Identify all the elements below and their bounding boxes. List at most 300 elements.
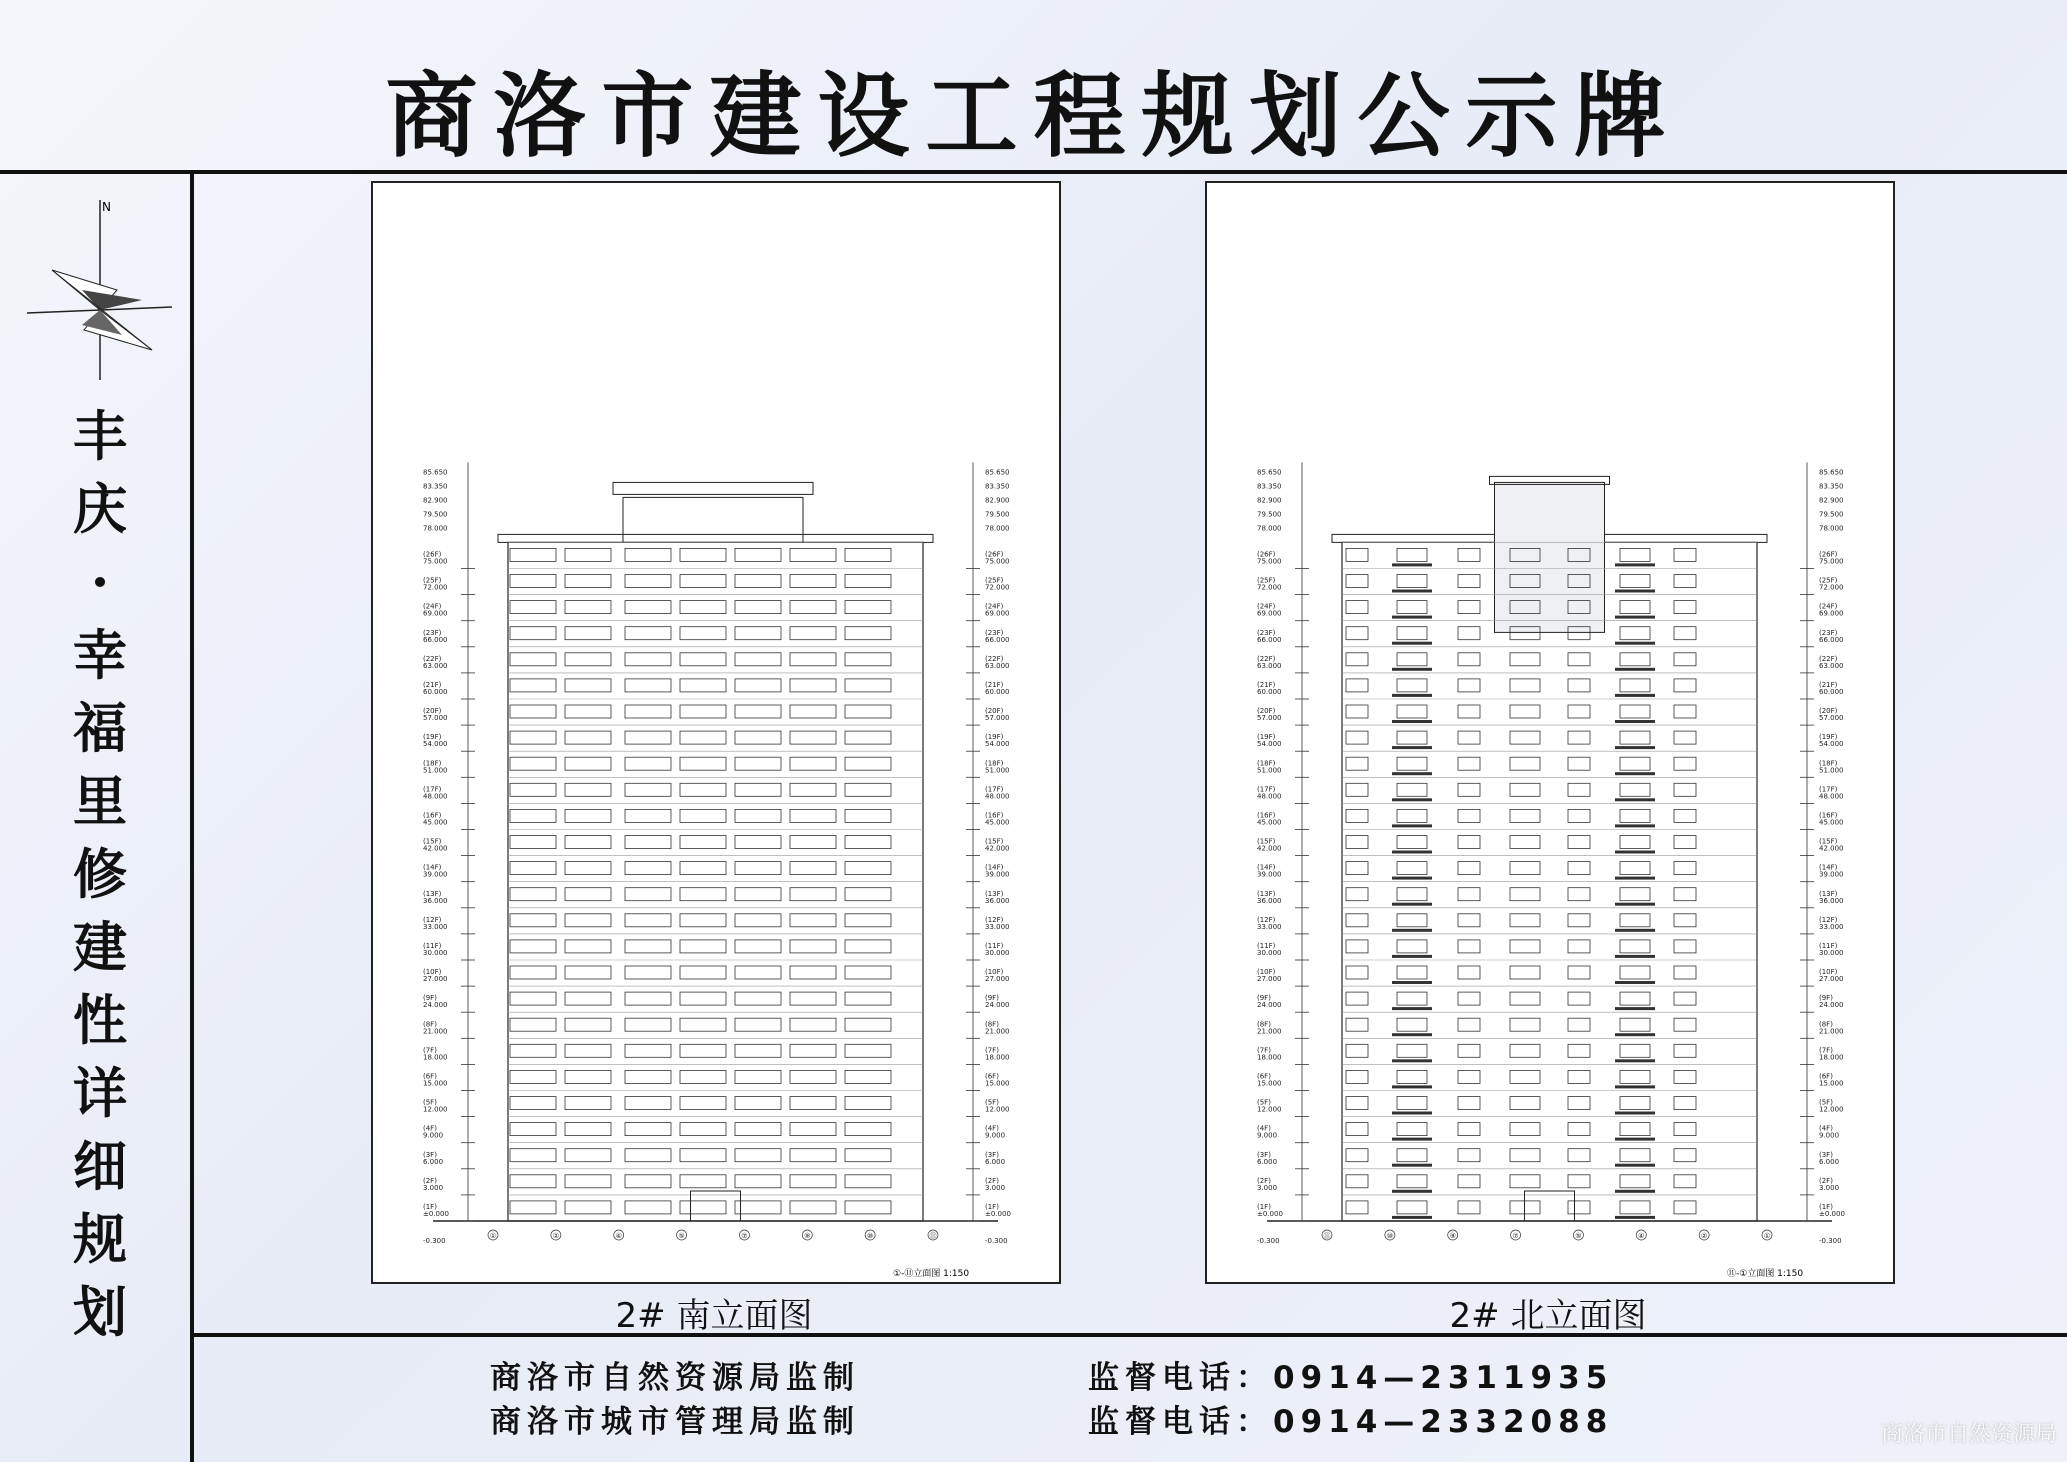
- axis-label: ⑪: [1323, 1232, 1331, 1240]
- elevation-label: 6.000: [985, 1157, 1006, 1166]
- window: [1346, 575, 1368, 588]
- axis-label: ⑤: [1575, 1232, 1582, 1240]
- elevation-label: 72.000: [1257, 583, 1282, 592]
- window: [845, 1044, 891, 1057]
- floor-label: (13F): [1257, 889, 1276, 898]
- balcony-rail: [1615, 824, 1655, 827]
- floor-label: (4F): [423, 1124, 437, 1133]
- window: [1568, 966, 1590, 979]
- window: [790, 731, 836, 744]
- window: [565, 601, 611, 614]
- balcony-rail: [1615, 694, 1655, 697]
- elevation-label: 27.000: [1257, 975, 1282, 984]
- elevation-label: 66.000: [1819, 635, 1844, 644]
- window: [1458, 679, 1480, 692]
- window: [1510, 888, 1540, 901]
- window: [735, 627, 781, 640]
- window: [1674, 1149, 1696, 1162]
- elevation-label: 27.000: [423, 975, 448, 984]
- floor-label: (25F): [985, 576, 1004, 585]
- window: [1674, 914, 1696, 927]
- floor-label: (7F): [423, 1046, 437, 1055]
- window: [565, 809, 611, 822]
- window: [735, 914, 781, 927]
- balcony-rail: [1392, 563, 1432, 566]
- elevation-label: 48.000: [423, 792, 448, 801]
- window: [1397, 1123, 1427, 1136]
- window: [1620, 731, 1650, 744]
- axis-label: ⑩: [1386, 1232, 1393, 1240]
- window: [790, 1044, 836, 1057]
- elevation-label: 15.000: [1257, 1079, 1282, 1088]
- window: [1397, 575, 1427, 588]
- window: [790, 1123, 836, 1136]
- window: [625, 809, 671, 822]
- window: [565, 627, 611, 640]
- elevation-label: 51.000: [985, 766, 1010, 775]
- window: [680, 757, 726, 770]
- balcony-rail: [1615, 1085, 1655, 1088]
- window: [1458, 1044, 1480, 1057]
- window: [845, 992, 891, 1005]
- window: [1346, 627, 1368, 640]
- window: [1346, 679, 1368, 692]
- window: [790, 705, 836, 718]
- elevation-label: 51.000: [423, 766, 448, 775]
- window: [735, 966, 781, 979]
- elevation-label: 6.000: [423, 1157, 444, 1166]
- window: [735, 1044, 781, 1057]
- window: [680, 1070, 726, 1083]
- elevation-label: 45.000: [985, 818, 1010, 827]
- south-elevation-caption: 2# 南立面图: [615, 1296, 813, 1336]
- window: [565, 783, 611, 796]
- window: [510, 966, 556, 979]
- elevation-label: 15.000: [985, 1079, 1010, 1088]
- window: [1397, 548, 1427, 561]
- roof-tower: [623, 497, 803, 542]
- elevation-label: 3.000: [1819, 1183, 1840, 1192]
- window: [680, 679, 726, 692]
- floor-label: (13F): [423, 889, 442, 898]
- floor-label: (21F): [985, 681, 1004, 689]
- window: [625, 1097, 671, 1110]
- elevation-label: 18.000: [985, 1053, 1010, 1062]
- floor-label: (19F): [985, 733, 1004, 742]
- window: [680, 1097, 726, 1110]
- window: [1346, 731, 1368, 744]
- floor-label: (22F): [1257, 654, 1276, 663]
- floor-label: (14F): [985, 863, 1004, 872]
- window: [565, 1123, 611, 1136]
- elevation-label: 15.000: [423, 1079, 448, 1088]
- window: [1397, 862, 1427, 875]
- window: [1397, 809, 1427, 822]
- window: [680, 836, 726, 849]
- elevation-label: 39.000: [985, 870, 1010, 879]
- window: [1620, 783, 1650, 796]
- window: [1397, 1070, 1427, 1083]
- window: [790, 653, 836, 666]
- window: [625, 731, 671, 744]
- window: [510, 1149, 556, 1162]
- floor-label: (18F): [1819, 759, 1838, 768]
- window: [625, 992, 671, 1005]
- window: [1458, 1018, 1480, 1031]
- window: [845, 705, 891, 718]
- window: [845, 966, 891, 979]
- top-elevation-label: 82.900: [1257, 496, 1282, 505]
- elevation-label: 36.000: [985, 896, 1010, 905]
- window: [790, 914, 836, 927]
- window: [625, 1018, 671, 1031]
- window: [1674, 992, 1696, 1005]
- window: [1510, 940, 1540, 953]
- window: [1510, 1070, 1540, 1083]
- balcony-rail: [1392, 903, 1432, 906]
- window: [1346, 836, 1368, 849]
- top-elevation-label: 85.650: [423, 468, 448, 477]
- top-elevation-label: 83.350: [985, 482, 1010, 491]
- elevation-label: 36.000: [423, 896, 448, 905]
- balcony-rail: [1392, 668, 1432, 671]
- window: [735, 601, 781, 614]
- elevation-label: 54.000: [423, 740, 448, 749]
- window: [790, 1201, 836, 1214]
- floor-label: (22F): [985, 654, 1004, 663]
- window: [790, 940, 836, 953]
- window: [510, 809, 556, 822]
- floor-label: (18F): [985, 759, 1004, 768]
- window: [1674, 1123, 1696, 1136]
- window: [1397, 783, 1427, 796]
- window: [1620, 757, 1650, 770]
- floor-label: (15F): [423, 837, 442, 846]
- elevation-label: 24.000: [985, 1001, 1010, 1010]
- elevation-label: 42.000: [1257, 844, 1282, 853]
- elevation-label: 42.000: [423, 844, 448, 853]
- window: [845, 862, 891, 875]
- axis-label: ①: [1763, 1232, 1771, 1240]
- entrance: [691, 1191, 741, 1221]
- elevation-label: 72.000: [423, 583, 448, 592]
- window: [1674, 731, 1696, 744]
- window: [565, 966, 611, 979]
- floor-label: (15F): [1819, 837, 1838, 846]
- window: [1620, 1175, 1650, 1188]
- window: [1346, 601, 1368, 614]
- floor-label: (6F): [423, 1072, 437, 1081]
- window: [1674, 783, 1696, 796]
- window: [565, 992, 611, 1005]
- elevation-label: 75.000: [1819, 557, 1844, 566]
- window: [680, 653, 726, 666]
- window: [1346, 992, 1368, 1005]
- window: [735, 575, 781, 588]
- floor-label: (23F): [423, 628, 442, 637]
- balcony-rail: [1615, 590, 1655, 593]
- elevation-label: 54.000: [1257, 740, 1282, 749]
- window: [1620, 914, 1650, 927]
- elevation-label: 45.000: [1819, 818, 1844, 827]
- balcony-rail: [1392, 642, 1432, 645]
- window: [625, 888, 671, 901]
- window: [1674, 836, 1696, 849]
- window: [1674, 888, 1696, 901]
- floor-label: (18F): [423, 759, 442, 768]
- top-elevation-label: 79.500: [1819, 510, 1844, 519]
- window: [1346, 548, 1368, 561]
- window: [1568, 914, 1590, 927]
- elevation-label: 24.000: [1819, 1001, 1844, 1010]
- header-divider: [0, 170, 2067, 174]
- hotline-1: 监督电话：0914—2311935: [1088, 1360, 1614, 1396]
- elevation-label: 57.000: [1257, 714, 1282, 723]
- window: [1346, 1097, 1368, 1110]
- elevation-label: 60.000: [423, 688, 448, 696]
- elevation-label: 9.000: [1819, 1131, 1840, 1140]
- floor-label: (26F): [1257, 550, 1276, 559]
- window: [735, 1201, 781, 1214]
- window: [680, 992, 726, 1005]
- window: [1620, 862, 1650, 875]
- window: [565, 1044, 611, 1057]
- window: [845, 1070, 891, 1083]
- floor-label: (13F): [1819, 889, 1838, 898]
- north-elevation-drawing: [1205, 181, 1895, 1284]
- window: [1458, 1175, 1480, 1188]
- elevation-label: 30.000: [1819, 949, 1844, 957]
- balcony-rail: [1392, 1216, 1432, 1219]
- window: [1568, 1175, 1590, 1188]
- window: [510, 862, 556, 875]
- window: [1620, 653, 1650, 666]
- window: [1458, 862, 1480, 875]
- window: [680, 862, 726, 875]
- balcony-rail: [1392, 1112, 1432, 1115]
- elevation-label: 18.000: [1257, 1053, 1282, 1062]
- elevation-label: 12.000: [985, 1105, 1010, 1114]
- window: [845, 653, 891, 666]
- window: [680, 809, 726, 822]
- window: [845, 1201, 891, 1214]
- window: [1458, 1097, 1480, 1110]
- window: [845, 679, 891, 692]
- elevation-label: 60.000: [1819, 688, 1844, 696]
- floor-label: (12F): [985, 915, 1004, 924]
- window: [1568, 1201, 1590, 1214]
- floor-label: (1F): [423, 1203, 437, 1211]
- floor-label: (17F): [1257, 785, 1276, 794]
- side-divider: [190, 172, 194, 1462]
- window: [680, 1018, 726, 1031]
- balcony-rail: [1615, 877, 1655, 880]
- window: [625, 1123, 671, 1136]
- top-elevation-label: 82.900: [985, 496, 1010, 505]
- window: [510, 783, 556, 796]
- elevation-label: 33.000: [1257, 922, 1282, 931]
- floor-label: (21F): [1819, 681, 1838, 689]
- window: [565, 940, 611, 953]
- window: [1674, 757, 1696, 770]
- balcony-rail: [1615, 616, 1655, 619]
- window: [1568, 653, 1590, 666]
- elevation-label: 24.000: [423, 1001, 448, 1010]
- balcony-rail: [1392, 851, 1432, 854]
- window: [510, 575, 556, 588]
- window: [1568, 862, 1590, 875]
- elevation-label: ±0.000: [1257, 1210, 1283, 1218]
- floor-label: (12F): [1819, 915, 1838, 924]
- floor-label: (11F): [1819, 942, 1838, 950]
- window: [1346, 966, 1368, 979]
- window: [510, 627, 556, 640]
- floor-label: (4F): [1257, 1124, 1271, 1133]
- floor-label: (23F): [985, 628, 1004, 637]
- balcony-rail: [1615, 1138, 1655, 1141]
- balcony-rail: [1392, 1085, 1432, 1088]
- window: [1397, 705, 1427, 718]
- balcony-rail: [1615, 1216, 1655, 1219]
- window: [565, 575, 611, 588]
- balcony-rail: [1392, 981, 1432, 984]
- window: [735, 783, 781, 796]
- window: [680, 1175, 726, 1188]
- window: [625, 705, 671, 718]
- window: [1620, 1123, 1650, 1136]
- window: [1458, 809, 1480, 822]
- elevation-label: 12.000: [1819, 1105, 1844, 1114]
- window: [510, 1097, 556, 1110]
- window: [1568, 992, 1590, 1005]
- top-elevation-label: 83.350: [1257, 482, 1282, 491]
- svg-text:N: N: [102, 200, 111, 214]
- elevation-label: ±0.000: [423, 1210, 449, 1218]
- elevation-label: 72.000: [985, 583, 1010, 592]
- floor-label: (20F): [423, 707, 442, 716]
- floor-label: (15F): [985, 837, 1004, 846]
- elevation-label: 33.000: [423, 922, 448, 931]
- window: [1397, 1044, 1427, 1057]
- window: [1674, 627, 1696, 640]
- window: [1620, 1070, 1650, 1083]
- window: [1346, 862, 1368, 875]
- entrance: [1525, 1191, 1575, 1221]
- window: [1458, 757, 1480, 770]
- window: [1620, 679, 1650, 692]
- axis-label: ⑪: [929, 1232, 937, 1240]
- floor-label: (3F): [1257, 1150, 1271, 1159]
- window: [565, 888, 611, 901]
- balcony-rail: [1392, 1007, 1432, 1010]
- window: [625, 1201, 671, 1214]
- floor-label: (8F): [1819, 1020, 1833, 1029]
- top-elevation-label: 82.900: [423, 496, 448, 505]
- balcony-rail: [1392, 877, 1432, 880]
- window: [625, 601, 671, 614]
- elevation-label: 48.000: [1819, 792, 1844, 801]
- floor-label: (5F): [985, 1098, 999, 1107]
- floor-label: (5F): [423, 1098, 437, 1107]
- elevation-label: 3.000: [985, 1183, 1006, 1192]
- floor-label: (8F): [985, 1020, 999, 1029]
- base-elevation-label: -0.300: [1257, 1237, 1280, 1245]
- floor-label: (16F): [1819, 811, 1838, 820]
- window: [1346, 1149, 1368, 1162]
- balcony-rail: [1392, 746, 1432, 749]
- elevation-label: 69.000: [1257, 609, 1282, 618]
- window: [790, 992, 836, 1005]
- window: [1346, 914, 1368, 927]
- window: [1458, 1123, 1480, 1136]
- window: [1458, 966, 1480, 979]
- window: [565, 836, 611, 849]
- window: [1674, 679, 1696, 692]
- window: [845, 731, 891, 744]
- elevation-label: 21.000: [1819, 1027, 1844, 1036]
- floor-label: (12F): [1257, 915, 1276, 924]
- window: [625, 548, 671, 561]
- window: [1510, 992, 1540, 1005]
- window: [845, 1018, 891, 1031]
- window: [1620, 992, 1650, 1005]
- elevation-label: 9.000: [1257, 1131, 1278, 1140]
- window: [1346, 1044, 1368, 1057]
- floor-label: (1F): [1819, 1203, 1833, 1211]
- window: [1510, 731, 1540, 744]
- window: [735, 1070, 781, 1083]
- window: [1674, 940, 1696, 953]
- window: [1620, 836, 1650, 849]
- floor-label: (9F): [1257, 994, 1271, 1003]
- window: [625, 575, 671, 588]
- axis-label: ②: [1701, 1232, 1708, 1240]
- floor-label: (11F): [985, 942, 1004, 950]
- floor-label: (9F): [985, 994, 999, 1003]
- elevation-label: 42.000: [985, 844, 1010, 853]
- window: [845, 548, 891, 561]
- window: [790, 1070, 836, 1083]
- floor-label: (15F): [1257, 837, 1276, 846]
- window: [735, 862, 781, 875]
- window: [1568, 1044, 1590, 1057]
- window: [1568, 1070, 1590, 1083]
- window: [565, 1070, 611, 1083]
- window: [1620, 705, 1650, 718]
- window: [680, 1123, 726, 1136]
- balcony-rail: [1615, 668, 1655, 671]
- window: [735, 940, 781, 953]
- elevation-label: 30.000: [985, 949, 1010, 957]
- base-elevation-label: -0.300: [985, 1237, 1008, 1245]
- window: [1397, 1097, 1427, 1110]
- elevation-label: 48.000: [1257, 792, 1282, 801]
- window: [790, 627, 836, 640]
- window: [1346, 1201, 1368, 1214]
- floor-label: (10F): [423, 968, 442, 977]
- window: [510, 1201, 556, 1214]
- balcony-rail: [1392, 772, 1432, 775]
- window: [1397, 731, 1427, 744]
- north-elevation-caption: 2# 北立面图: [1449, 1296, 1647, 1336]
- elevation-label: 51.000: [1257, 766, 1282, 775]
- elevation-label: 12.000: [1257, 1105, 1282, 1114]
- elevation-label: ±0.000: [985, 1210, 1011, 1218]
- window: [1397, 966, 1427, 979]
- window: [1397, 679, 1427, 692]
- balcony-rail: [1615, 1059, 1655, 1062]
- axis-label: ⑤: [678, 1232, 685, 1240]
